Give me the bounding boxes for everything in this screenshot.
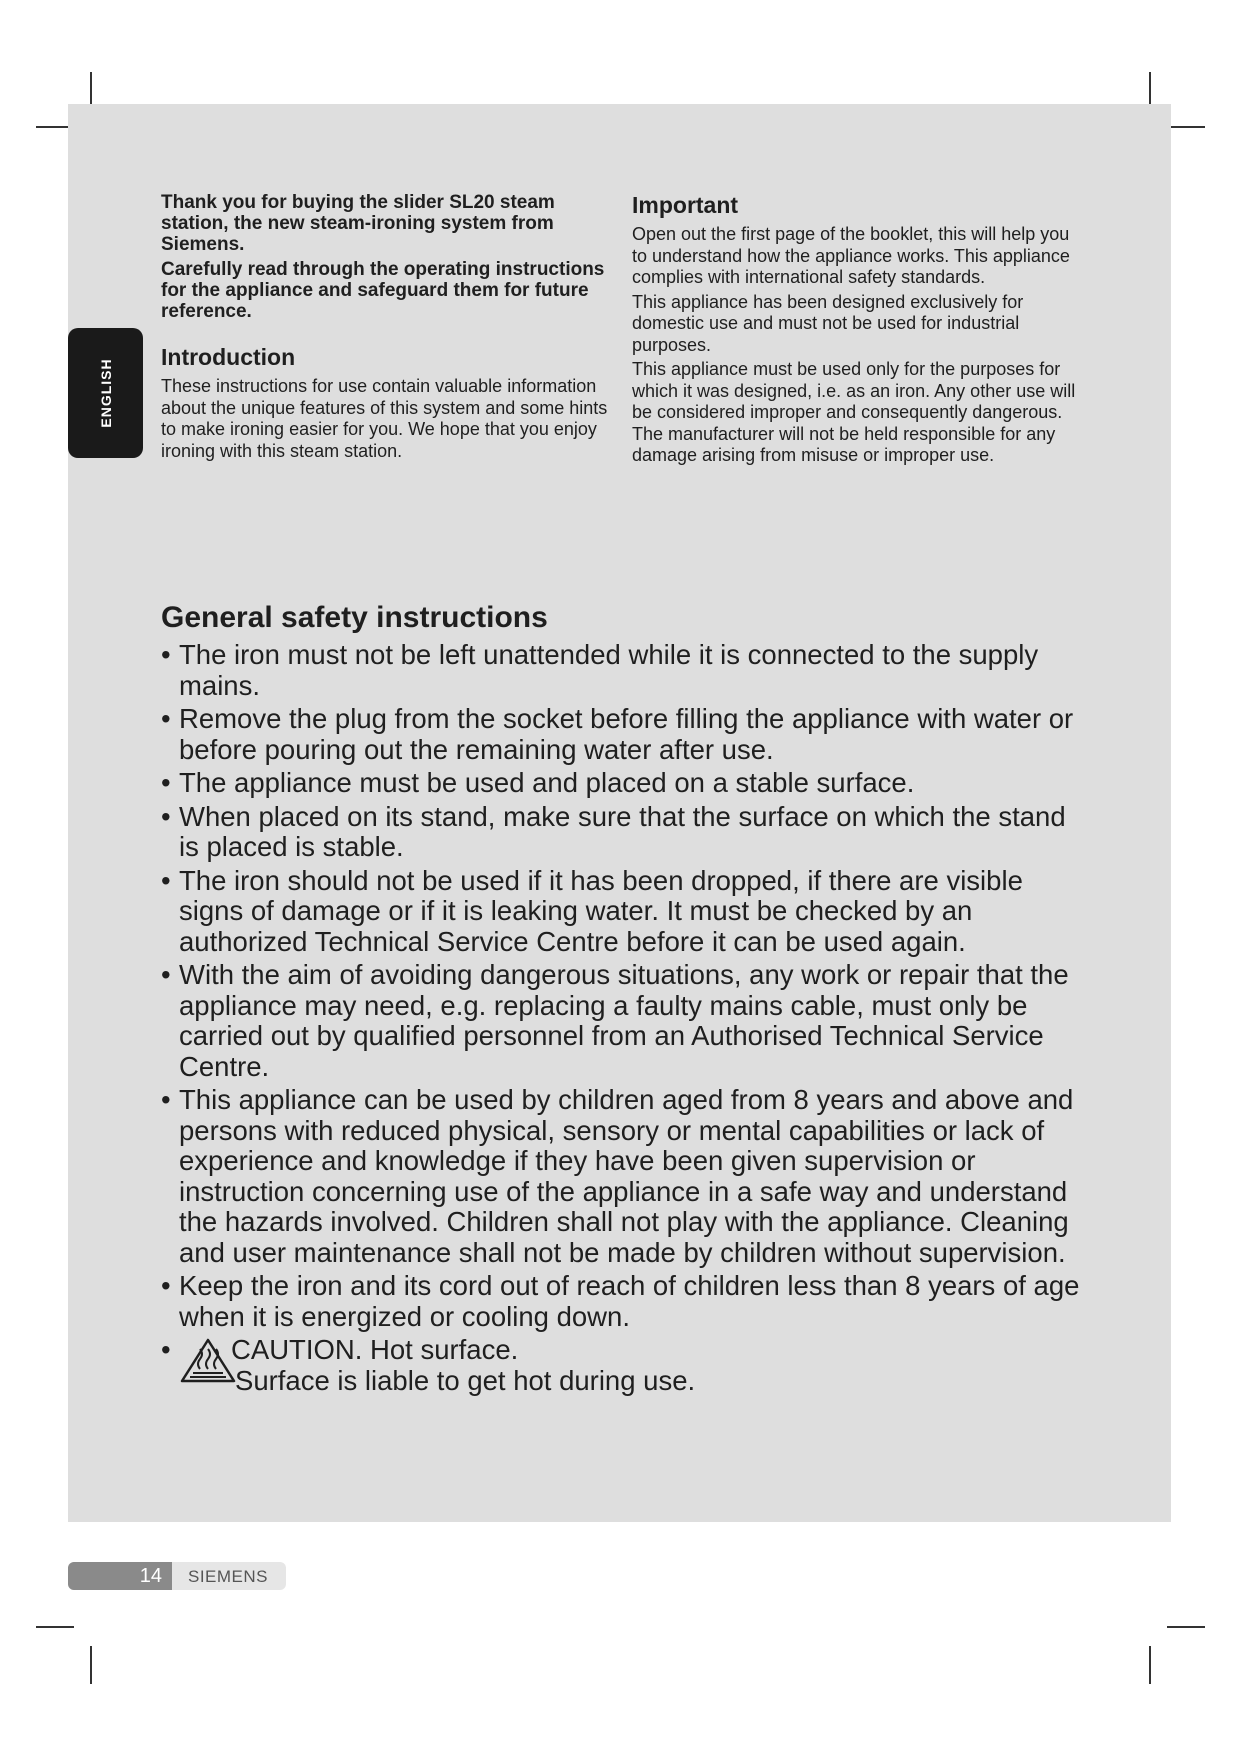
- caution-item: [161, 1335, 1081, 1396]
- caution-text: [231, 1335, 695, 1396]
- bullet: •: [161, 800, 171, 832]
- bullet: •: [161, 1270, 171, 1301]
- list-item: • The iron should not be used if it has been dropped, if there are visible signs of damage or if it is leaking water. It must be checked by an authorized Technical Service Centre before it can be used again.: [161, 864, 1023, 957]
- language-tab: [68, 328, 143, 458]
- list-item: • With the aim of avoiding dangerous situations, any work or repair that the appliance may need, e.g. replacing a faulty mains cable, must only be carried out by qualified personnel from an Authorised Technical Service Centre.: [161, 959, 1069, 1082]
- introduction-heading: Introduction: [161, 344, 296, 370]
- list-item: • This appliance can be used by children aged from 8 years and above and persons with reduced physical, sensory or mental capabilities or lack of experience and knowledge if they have been given supervision or instruction concerning use of the appliance in a safe way and understand the hazards involved. Children shall not play with the appliance. Cleaning and user maintenance shall not be made by children without supervision.: [161, 1084, 1074, 1268]
- crop-mark: [1149, 1646, 1151, 1684]
- bullet: •: [161, 1334, 171, 1365]
- safety-heading: General safety instructions: [161, 601, 548, 634]
- caution-line: [179, 1335, 1081, 1396]
- important-heading: Important: [632, 192, 739, 218]
- right-column: [632, 192, 1082, 470]
- crop-mark: [36, 1626, 74, 1628]
- bullet: •: [161, 1084, 171, 1115]
- language-tab-label: ENGLISH: [97, 358, 114, 428]
- page-number: 14: [139, 1565, 162, 1587]
- thank-you-text: Thank you for buying the slider SL20 steam station, the new steam-ironing system from Siemens.: [161, 192, 555, 255]
- crop-mark: [1167, 1626, 1205, 1628]
- safety-section: [161, 600, 1081, 1399]
- read-instructions-text: Carefully read through the operating instructions for the appliance and safeguard them for future reference.: [161, 259, 605, 322]
- caution-title: CAUTION. Hot surface.: [231, 1334, 519, 1365]
- bullet: •: [161, 767, 171, 798]
- important-paragraph: This appliance must be used only for the purposes for which it was designed, i.e. as an iron. Any other use will be considered improper and consequently dangerous. The manufacturer will not be held responsible for any damage arising from misuse or improper use.: [632, 359, 1076, 465]
- bullet: •: [161, 959, 171, 990]
- page-number-box: [68, 1562, 172, 1590]
- safety-list: [161, 640, 1081, 1396]
- bullet: •: [161, 703, 171, 734]
- list-item: • Remove the plug from the socket before filling the appliance with water or before pouring out the remaining water after use.: [161, 703, 1074, 765]
- caution-description: Surface is liable to get hot during use.: [235, 1364, 696, 1396]
- list-item: • Keep the iron and its cord out of reach of children less than 8 years of age when it is energized or cooling down.: [161, 1270, 1080, 1332]
- crop-mark: [1167, 126, 1205, 128]
- list-item: • The appliance must be used and placed on a stable surface.: [161, 767, 915, 798]
- hot-surface-warning-icon: [179, 1337, 237, 1385]
- left-column: [161, 192, 611, 465]
- bullet: •: [161, 639, 171, 670]
- list-item: • When placed on its stand, make sure that the surface on which the stand is placed is stable.: [161, 800, 1066, 862]
- crop-mark: [90, 1646, 92, 1684]
- introduction-text: These instructions for use contain valuable information about the unique features of this system and some hints to make ironing easier for you. We hope that you enjoy ironing with this steam station.: [161, 376, 608, 461]
- important-paragraph: Open out the first page of the booklet, this will help you to understand how the appliance works. This appliance complies with international safety standards.: [632, 224, 1070, 287]
- important-paragraph: This appliance has been designed exclusively for domestic use and must not be used for industrial purposes.: [632, 291, 1024, 355]
- bullet: •: [161, 864, 171, 896]
- brand-name: SIEMENS: [188, 1567, 269, 1586]
- list-item: • The iron must not be left unattended while it is connected to the supply mains.: [161, 639, 1039, 701]
